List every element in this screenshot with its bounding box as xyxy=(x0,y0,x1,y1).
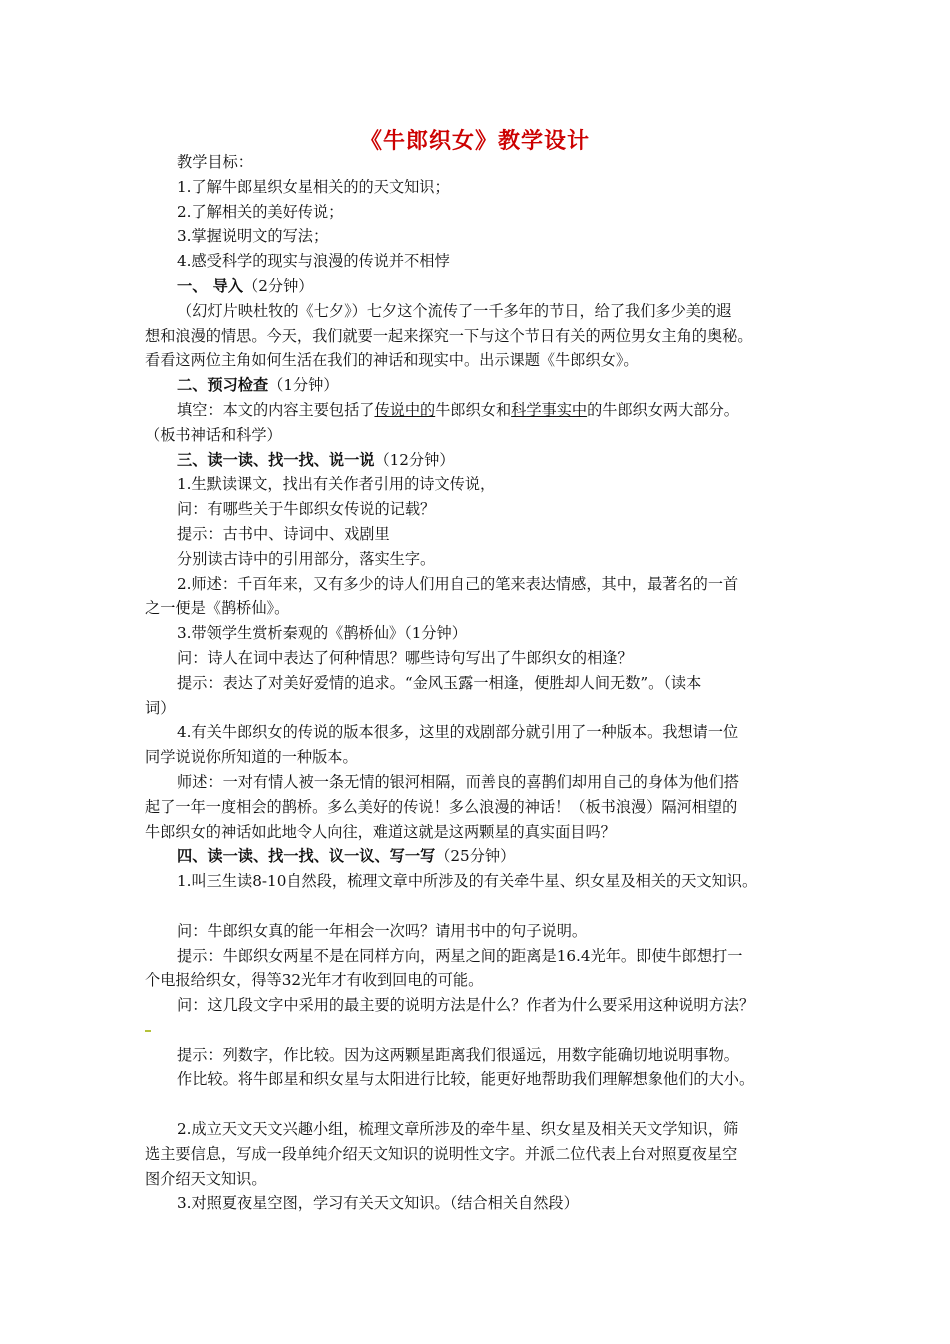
goals-heading: 教学目标： xyxy=(177,153,253,171)
blank-line xyxy=(145,1018,825,1043)
paragraph-line: 问：牛郎织女真的能一年相会一次吗？请用书中的句子说明。 xyxy=(177,921,588,940)
goal-item: 3.掌握说明文的写法； xyxy=(177,227,329,246)
paragraph-line: 问：诗人在词中表达了何种情思？哪些诗句写出了牛郎织女的相逢？ xyxy=(177,648,633,667)
section-4-heading xyxy=(145,844,825,869)
paragraph-line: 之一便是《鹊桥仙》。 xyxy=(145,599,290,618)
section-1-heading xyxy=(145,274,825,299)
blank-line xyxy=(145,1092,825,1117)
section-2-time: （1分钟） xyxy=(268,376,339,395)
document-title: 《牛郎织女》教学设计 xyxy=(359,129,590,154)
paragraph-line: 2.师述：千百年来，又有多少的诗人们用自己的笔来表达情感，其中，最著名的一首 xyxy=(177,574,739,593)
paragraph-line: 1.叫三生读8-10自然段，梳理文章中所涉及的有关牵牛星、织女星及相关的天文知识。 xyxy=(177,872,758,891)
underlined-answer: 传说中的 xyxy=(374,400,436,419)
document-body xyxy=(145,150,825,1216)
paragraph-line: 提示：列数字，作比较。因为这两颗星距离我们很遥远，用数字能确切地说明事物。 xyxy=(177,1045,739,1064)
goal-item: 4.感受科学的现实与浪漫的传说并不相悖 xyxy=(177,252,450,271)
paragraph-line: 问：有哪些关于牛郎织女传说的记载？ xyxy=(177,500,436,519)
paragraph-line: 提示：古书中、诗词中、戏剧里 xyxy=(177,524,390,543)
paragraph-line: 提示：牛郎织女两星不是在同样方向，两星之间的距离是16.4光年。即使牛郎想打一 xyxy=(177,946,743,965)
fill-in-line xyxy=(145,398,825,423)
paragraph-line: 图介绍天文知识。 xyxy=(145,1169,267,1188)
paragraph-line: 3.对照夏夜星空图，学习有关天文知识。（结合相关自然段） xyxy=(177,1194,579,1213)
underlined-answer: 科学事实中 xyxy=(511,400,588,419)
paragraph-line: （幻灯片映杜牧的《七夕》）七夕这个流传了一千多年的节日，给了我们多少美的遐 xyxy=(177,301,732,320)
paragraph-line: 个电报给织女，得等32光年才有收到回电的可能。 xyxy=(145,971,484,990)
fill-text: 牛郎织女和 xyxy=(435,400,512,419)
fill-text: 填空：本文的内容主要包括了 xyxy=(177,400,375,419)
paragraph-line: 提示：表达了对美好爱情的追求。“金风玉露一相逢，便胜却人间无数”。（读本 xyxy=(177,673,702,692)
paragraph-line: 分别读古诗中的引用部分，落实生字。 xyxy=(177,549,436,568)
paragraph-line: （板书神话和科学） xyxy=(145,425,282,444)
section-4-title: 四、读一读、找一找、议一议、写一写 xyxy=(177,847,436,866)
section-2-heading xyxy=(145,373,825,398)
section-3-time: （12分钟） xyxy=(374,450,455,469)
paragraph-line: 1.生默读课文，找出有关作者引用的诗文传说， xyxy=(177,475,496,494)
section-1-time: （2分钟） xyxy=(243,276,314,295)
paragraph-line: 作比较。将牛郎星和织女星与太阳进行比较，能更好地帮助我们理解想象他们的大小。 xyxy=(177,1070,755,1089)
paragraph-line: 看看这两位主角如何生活在我们的神话和现实中。出示课题《牛郎织女》。 xyxy=(145,351,639,370)
section-2-title: 二、预习检查 xyxy=(177,376,269,395)
paragraph-line: 牛郎织女的神话如此地令人向往，难道这就是这两颗星的真实面目吗？ xyxy=(145,822,616,841)
section-3-title: 三、读一读、找一找、说一说 xyxy=(177,450,375,469)
paragraph-line: 同学说说你所知道的一种版本。 xyxy=(145,748,358,767)
paragraph-line: 2.成立天文天文兴趣小组，梳理文章所涉及的牵牛星、织女星及相关天文学知识，筛 xyxy=(177,1120,739,1139)
paragraph-line: 4.有关牛郎织女的传说的版本很多，这里的戏剧部分就引用了一种版本。我想请一位 xyxy=(177,723,739,742)
section-4-time: （25分钟） xyxy=(435,847,516,866)
goal-item: 2.了解相关的美好传说； xyxy=(177,202,344,221)
paragraph-line: 词） xyxy=(145,698,176,717)
paragraph-line: 师述：一对有情人被一条无情的银河相隔，而善良的喜鹊们却用自己的身体为他们搭 xyxy=(177,772,739,791)
scan-mark xyxy=(145,1030,151,1032)
section-3-heading xyxy=(145,448,825,473)
goal-item: 1.了解牛郎星织女星相关的的天文知识； xyxy=(177,177,450,196)
paragraph-line: 问：这几段文字中采用的最主要的说明方法是什么？作者为什么要采用这种说明方法？ xyxy=(177,996,755,1015)
blank-line xyxy=(145,894,825,919)
paragraph-line: 想和浪漫的情思。今天，我们就要一起来探究一下与这个节日有关的两位男女主角的奥秘。 xyxy=(145,326,753,345)
fill-text: 的牛郎织女两大部分。 xyxy=(587,400,739,419)
paragraph-line: 选主要信息，写成一段单纯介绍天文知识的说明性文字。并派二位代表上台对照夏夜星空 xyxy=(145,1144,738,1163)
section-1-title: 一、 导入 xyxy=(177,276,244,295)
paragraph-line: 3.带领学生赏析秦观的《鹊桥仙》（1分钟） xyxy=(177,624,467,643)
paragraph-line: 起了一年一度相会的鹊桥。多么美好的传说！多么浪漫的神话！（板书浪漫）隔河相望的 xyxy=(145,797,738,816)
